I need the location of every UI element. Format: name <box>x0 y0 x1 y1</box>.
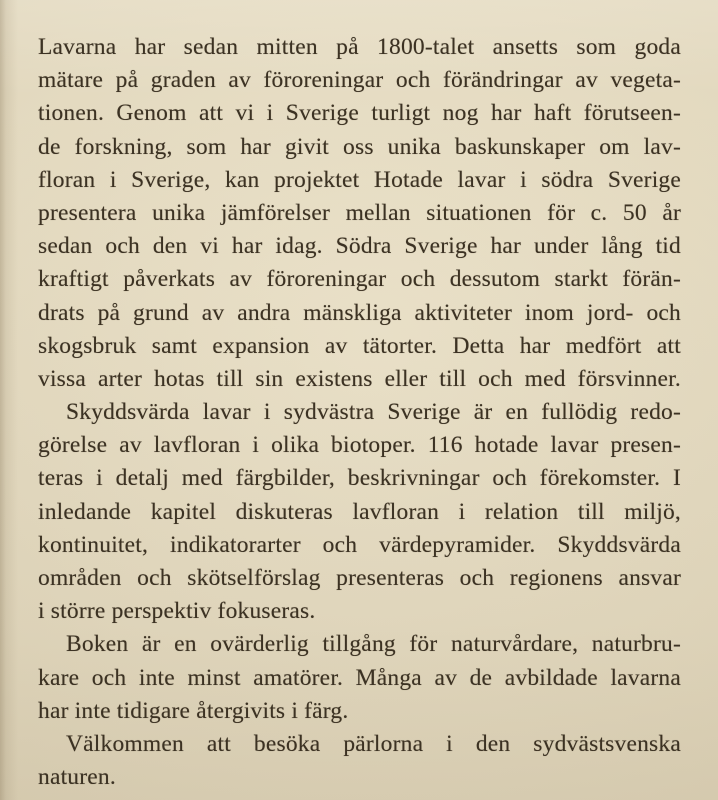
text-line: de forskning, som har givit oss unika baskunskaper om lav- <box>38 133 681 160</box>
text-line: områden och skötselförslag presenteras och regionens ansvar <box>38 565 681 591</box>
text-line: kontinuitet, indikatorarter och värdepyramider. Skyddsvärda <box>38 531 681 558</box>
text-line: naturen. <box>38 764 116 791</box>
text-block <box>38 31 681 794</box>
paragraph <box>38 396 681 628</box>
text-line: i större perspektiv fokuseras. <box>38 598 316 625</box>
text-line: kare och inte minst amatörer. Många av de avbildade lavarna <box>38 664 681 691</box>
paragraph <box>38 728 681 794</box>
text-line: skogsbruk samt expansion av tätorter. Detta har medfört att <box>38 332 681 359</box>
text-line: mätare på graden av föroreningar och förändringar av vegeta- <box>38 67 681 94</box>
text-line: Boken är en ovärderlig tillgång för naturvårdare, naturbru- <box>66 631 681 658</box>
text-line: drats på grund av andra mänskliga aktiviteter inom jord- och <box>38 299 681 326</box>
text-line: kraftigt påverkats av föroreningar och dessutom starkt förän- <box>38 266 681 293</box>
text-line: sedan och den vi har idag. Södra Sverige har under lång tid <box>38 233 681 260</box>
paragraph <box>38 31 681 396</box>
text-line: teras i detalj med färgbilder, beskrivningar och förekomster. I <box>38 465 681 492</box>
text-line: har inte tidigare återgivits i färg. <box>38 697 349 724</box>
text-line: görelse av lavfloran i olika biotoper. 116 hotade lavar presen- <box>38 432 681 459</box>
text-line: vissa arter hotas till sin existens eller till och med försvinner. <box>38 365 681 392</box>
paragraph <box>38 628 681 728</box>
text-line: Lavarna har sedan mitten på 1800-talet ansetts som goda <box>38 34 681 60</box>
text-line: tionen. Genom att vi i Sverige turligt nog har haft förutseen- <box>38 100 681 127</box>
text-line: inledande kapitel diskuteras lavfloran i relation till miljö, <box>38 498 681 525</box>
text-line: Välkommen att besöka pärlorna i den sydvästsvenska <box>66 730 681 757</box>
text-line: floran i Sverige, kan projektet Hotade lavar i södra Sverige <box>38 166 681 193</box>
text-line: presentera unika jämförelser mellan situationen för c. 50 år <box>38 199 681 226</box>
text-line: Skyddsvärda lavar i sydvästra Sverige är en fullödig redo- <box>66 399 681 426</box>
